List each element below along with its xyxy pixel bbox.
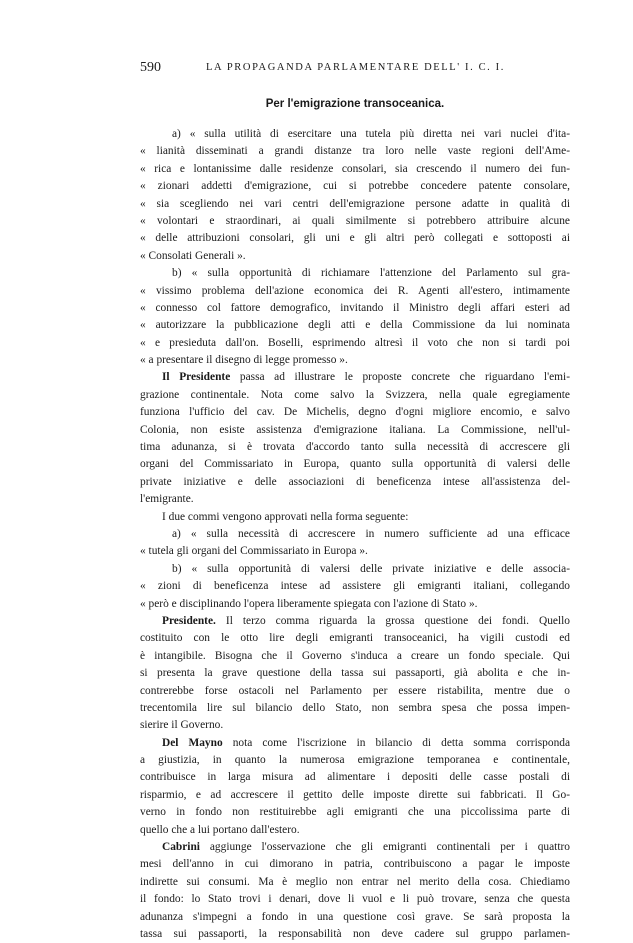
text-line — [140, 526, 570, 543]
line-text: mesi dell'anno in cui dimorano in patria, contribuiscono a pagar le imposte — [140, 858, 570, 871]
line-text: il fondo: lo Stato trovi i denari, dove li vuol e li può trovare, senza che questa — [140, 893, 570, 906]
text-line — [140, 856, 570, 873]
speaker-name: Il Presidente — [162, 371, 231, 384]
text-line — [140, 161, 570, 178]
line-text: risparmio, e ad accrescere il gettito delle imposte dirette sui fabbricati. Il Go- — [140, 788, 570, 801]
line-text: Colonia, non esiste assistenza d'emigrazione italiana. La Commissione, nell'ul- — [140, 423, 570, 436]
line-text: « lianità disseminati a grandi distanze tra loro nelle vaste regioni dell'Ame- — [140, 145, 570, 158]
line-text: « Consolati Generali ». — [140, 249, 246, 262]
text-line — [140, 196, 570, 213]
speaker-name: Cabrini — [162, 841, 200, 854]
line-text: tima adunanza, si è trovata d'accordo tanto sulla necessità di accrescere gli — [140, 441, 570, 454]
line-text: « volontari e straordinari, ai quali similmente si potrebbero attribuire alcune — [140, 214, 570, 227]
line-text: grazione continentale. Nota come salvo la Svizzera, nella quale egregiamente — [140, 388, 570, 401]
line-text: « tutela gli organi del Commissariato in Europa ». — [140, 545, 368, 558]
speaker-name: Presidente. — [162, 614, 216, 627]
text-line — [140, 456, 570, 473]
line-text: « rica e lontanissime dalle residenze consolari, sia crescendo il numero dei fun- — [140, 162, 570, 175]
text-line — [140, 352, 570, 369]
text-line — [140, 787, 570, 804]
body-text — [140, 126, 570, 943]
line-text: I due commi vengono approvati nella forma seguente: — [162, 510, 409, 523]
text-line — [140, 839, 570, 856]
text-line — [140, 874, 570, 891]
line-text: funziona l'ufficio del cav. De Michelis, degno d'ogni migliore encomio, e salvo — [140, 406, 570, 419]
line-text: a) « sulla utilità di esercitare una tutela più diretta nei vari nuclei d'ita- — [172, 128, 570, 140]
text-line — [140, 769, 570, 786]
text-line — [140, 178, 570, 195]
section-title: Per l'emigrazione transoceanica. — [265, 98, 445, 110]
text-line — [140, 509, 570, 526]
text-line — [140, 143, 570, 160]
text-line — [140, 630, 570, 647]
text-line — [140, 369, 570, 386]
line-text: passa ad illustrare le proposte concrete che riguardano l'emi- — [230, 371, 571, 384]
text-line — [140, 561, 570, 578]
text-line — [140, 578, 570, 595]
line-text: l'emigrante. — [140, 493, 194, 506]
text-line — [140, 735, 570, 752]
text-line — [140, 648, 570, 665]
line-text: adunanza s'impegni a fondo in una questione così grave. Se sarà proposta la — [140, 910, 570, 923]
text-line — [140, 404, 570, 421]
line-text: verno in fondo non restituirebbe agli emigranti che una piccolissima parte di — [140, 806, 570, 819]
line-text: « connesso col fattore demografico, invitando il Ministro degli affari esteri ad — [140, 301, 570, 314]
text-line — [140, 126, 570, 143]
text-line — [140, 717, 570, 734]
text-line — [140, 683, 570, 700]
text-line — [140, 300, 570, 317]
text-line — [140, 317, 570, 334]
line-text: tassa sui passaporti, la responsabilità non deve cadere sul gruppo parlamen- — [140, 927, 570, 940]
line-text: b) « sulla opportunità di richiamare l'attenzione del Parlamento sul gra- — [172, 267, 570, 280]
text-line — [140, 804, 570, 821]
line-text: indirette sui consumi. Ma è meglio non entrar nel merito della cosa. Chiediamo — [140, 875, 570, 888]
line-text: sierire il Governo. — [140, 719, 224, 732]
line-text: « e presieduta dall'on. Boselli, esprimendo altresì il voto che non si tardi poi — [140, 336, 570, 349]
line-text: contribuisce in larga misura ad alimentare i depositi delle casse postali di — [140, 771, 570, 784]
line-text: « a presentare il disegno di legge promesso ». — [140, 354, 348, 367]
line-text: Il terzo comma riguarda la grossa questione dei fondi. Quello — [215, 614, 570, 627]
line-text: organi del Commissariato in Europa, quanto sulla opportunità di valersi delle — [140, 458, 570, 471]
text-line — [140, 265, 570, 282]
text-line — [140, 909, 570, 926]
line-text: private iniziative e delle associazioni di beneficenza intese all'assistenza del- — [140, 475, 570, 488]
line-text: « delle attribuzioni consolari, gli uni e gli altri però collegati e sottoposti ai — [140, 232, 570, 245]
line-text: « zioni di beneficenza intese ad assistere gli emigranti italiani, collegando — [140, 580, 570, 593]
text-line — [140, 335, 570, 352]
text-line — [140, 213, 570, 230]
line-text: a) « sulla necessità di accrescere in numero sufficiente ad una efficace — [172, 527, 570, 540]
running-title: LA PROPAGANDA PARLAMENTARE DELL' I. C. I. — [206, 62, 505, 73]
text-line — [140, 248, 570, 265]
line-text: si presenta la grave questione della tassa sui passaporti, già abolita e che in- — [140, 667, 570, 680]
line-text: trecentomila lire sul bilancio dello Stato, non sembra spesa che possa impen- — [140, 701, 570, 714]
line-text: b) « sulla opportunità di valersi delle private iniziative e delle associa- — [172, 562, 570, 575]
line-text: a giustizia, in quanto la numerosa emigrazione temporanea e continentale, — [140, 754, 570, 767]
text-line — [140, 752, 570, 769]
text-line — [140, 283, 570, 300]
page-header — [140, 60, 570, 78]
text-line — [140, 387, 570, 404]
text-line — [140, 491, 570, 508]
text-line — [140, 230, 570, 247]
text-line — [140, 474, 570, 491]
text-line — [140, 596, 570, 613]
text-line — [140, 439, 570, 456]
text-line — [140, 543, 570, 560]
line-text: contrerebbe forse ostacoli nel Parlamento per essere ristabilita, mentre due o — [140, 684, 570, 697]
line-text: aggiunge l'osservazione che gli emigranti continentali per i quattro — [199, 841, 570, 854]
line-text: nota come l'iscrizione in bilancio di detta somma corrisponda — [222, 736, 571, 749]
text-line — [140, 926, 570, 943]
line-text: costituito con le otto lire degli emigranti transoceanici, ha vigili custodi ed — [140, 632, 570, 645]
text-line — [140, 613, 570, 630]
speaker-name: Del Mayno — [162, 736, 223, 749]
text-line — [140, 422, 570, 439]
text-line — [140, 700, 570, 717]
page-number: 590 — [140, 60, 161, 75]
text-line — [140, 822, 570, 839]
line-text: « però e disciplinando l'opera liberamente spiegata con l'azione di Stato ». — [140, 597, 478, 610]
line-text: è intangibile. Bisogna che il Governo s'induca a creare un fondo speciale. Qui — [140, 649, 570, 662]
line-text: « sia scegliendo nei vari centri dell'emigrazione persone adatte in qualità di — [140, 197, 570, 210]
line-text: quello che a lui portano dall'estero. — [140, 823, 300, 836]
line-text: « vissimo problema dell'azione economica dei R. Agenti all'estero, intimamente — [140, 284, 570, 297]
line-text: « autorizzare la pubblicazione degli atti e della Commissione da lui nominata — [140, 319, 570, 332]
line-text: « zionari addetti d'emigrazione, cui si potrebbe concedere patente consolare, — [140, 180, 570, 193]
text-line — [140, 665, 570, 682]
